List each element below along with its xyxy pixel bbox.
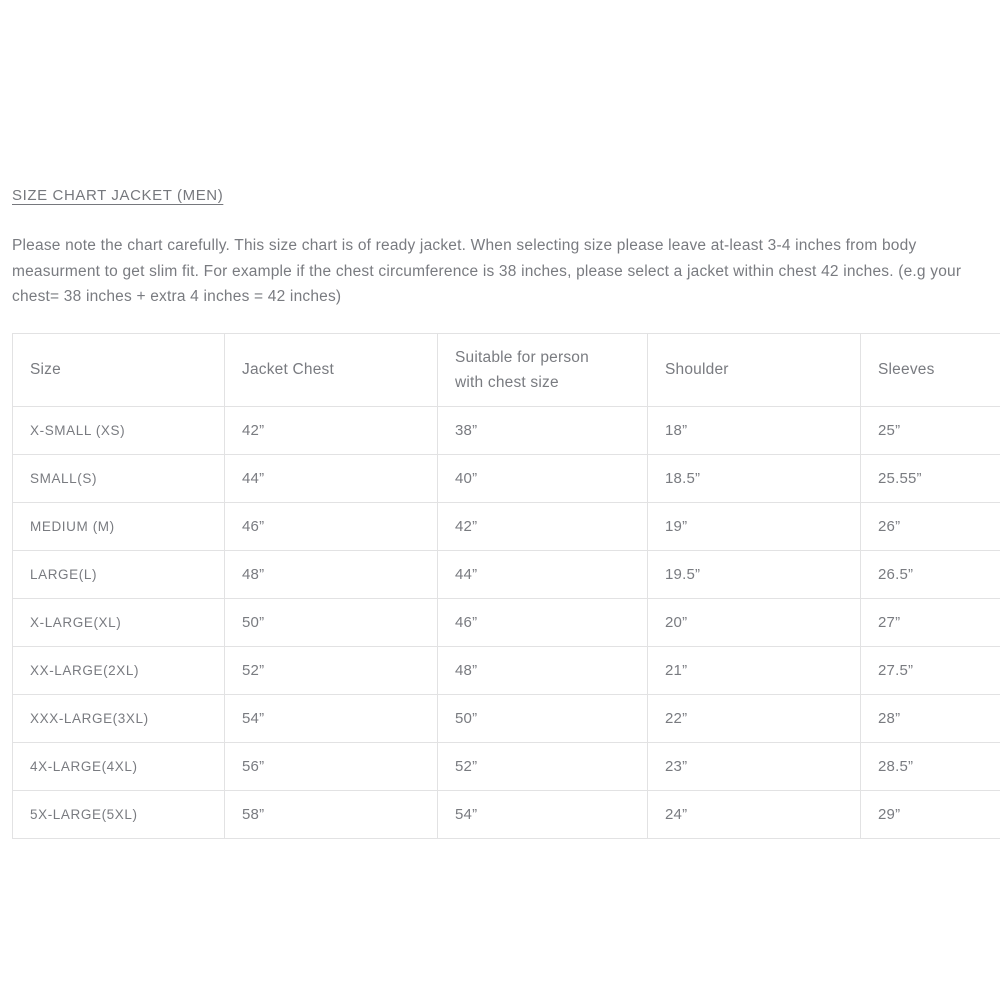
cell-jacket-chest: 56” bbox=[225, 742, 438, 790]
cell-sleeves: 28.5” bbox=[861, 742, 1000, 790]
table-row bbox=[13, 406, 1000, 454]
table-row bbox=[13, 598, 1000, 646]
cell-size: 5X-LARGE(5XL) bbox=[13, 790, 225, 838]
cell-shoulder: 18” bbox=[648, 406, 861, 454]
page-title: SIZE CHART JACKET (MEN) bbox=[12, 187, 224, 204]
cell-suitable-chest: 38” bbox=[438, 406, 648, 454]
cell-suitable-chest: 50” bbox=[438, 694, 648, 742]
cell-shoulder: 21” bbox=[648, 646, 861, 694]
table-row bbox=[13, 502, 1000, 550]
size-chart-table-container bbox=[12, 333, 1000, 839]
cell-suitable-chest: 48” bbox=[438, 646, 648, 694]
column-header-sleeves: Sleeves bbox=[861, 333, 1000, 406]
cell-shoulder: 20” bbox=[648, 598, 861, 646]
table-row bbox=[13, 550, 1000, 598]
cell-sleeves: 25.55” bbox=[861, 454, 1000, 502]
cell-size: X-SMALL (XS) bbox=[13, 406, 225, 454]
cell-jacket-chest: 58” bbox=[225, 790, 438, 838]
cell-suitable-chest: 42” bbox=[438, 502, 648, 550]
header-row bbox=[13, 333, 1000, 406]
cell-shoulder: 22” bbox=[648, 694, 861, 742]
table-row bbox=[13, 790, 1000, 838]
cell-jacket-chest: 46” bbox=[225, 502, 438, 550]
cell-suitable-chest: 40” bbox=[438, 454, 648, 502]
size-table-body bbox=[13, 406, 1000, 838]
cell-sleeves: 27.5” bbox=[861, 646, 1000, 694]
cell-suitable-chest: 54” bbox=[438, 790, 648, 838]
cell-jacket-chest: 50” bbox=[225, 598, 438, 646]
cell-shoulder: 18.5” bbox=[648, 454, 861, 502]
size-chart-note: Please note the chart carefully. This size chart is of ready jacket. When selecting size please leave at-least 3-4 inches from body measurment to get slim fit. For example if the chest circumference is 38 inches, please select a jacket within chest 42 inches. (e.g your chest= 38 inches + extra 4 inches = 42 inches) bbox=[12, 237, 962, 305]
cell-jacket-chest: 52” bbox=[225, 646, 438, 694]
cell-sleeves: 25” bbox=[861, 406, 1000, 454]
cell-size: LARGE(L) bbox=[13, 550, 225, 598]
cell-sleeves: 26” bbox=[861, 502, 1000, 550]
cell-sleeves: 28” bbox=[861, 694, 1000, 742]
cell-size: X-LARGE(XL) bbox=[13, 598, 225, 646]
cell-jacket-chest: 44” bbox=[225, 454, 438, 502]
cell-shoulder: 24” bbox=[648, 790, 861, 838]
cell-sleeves: 26.5” bbox=[861, 550, 1000, 598]
cell-sleeves: 29” bbox=[861, 790, 1000, 838]
cell-jacket-chest: 42” bbox=[225, 406, 438, 454]
cell-shoulder: 19” bbox=[648, 502, 861, 550]
cell-suitable-chest: 46” bbox=[438, 598, 648, 646]
column-header-shoulder: Shoulder bbox=[648, 333, 861, 406]
cell-size: SMALL(S) bbox=[13, 454, 225, 502]
cell-suitable-chest: 52” bbox=[438, 742, 648, 790]
column-header-size: Size bbox=[13, 333, 225, 406]
cell-shoulder: 19.5” bbox=[648, 550, 861, 598]
cell-size: XX-LARGE(2XL) bbox=[13, 646, 225, 694]
size-chart-table bbox=[12, 333, 1000, 839]
table-row bbox=[13, 694, 1000, 742]
cell-shoulder: 23” bbox=[648, 742, 861, 790]
column-header-jacket-chest: Jacket Chest bbox=[225, 333, 438, 406]
column-header-suitable-chest: Suitable for person with chest size bbox=[438, 333, 648, 406]
cell-size: XXX-LARGE(3XL) bbox=[13, 694, 225, 742]
cell-jacket-chest: 54” bbox=[225, 694, 438, 742]
cell-size: 4X-LARGE(4XL) bbox=[13, 742, 225, 790]
cell-suitable-chest: 44” bbox=[438, 550, 648, 598]
cell-jacket-chest: 48” bbox=[225, 550, 438, 598]
cell-sleeves: 27” bbox=[861, 598, 1000, 646]
table-row bbox=[13, 454, 1000, 502]
table-row bbox=[13, 646, 1000, 694]
cell-size: MEDIUM (M) bbox=[13, 502, 225, 550]
table-row bbox=[13, 742, 1000, 790]
